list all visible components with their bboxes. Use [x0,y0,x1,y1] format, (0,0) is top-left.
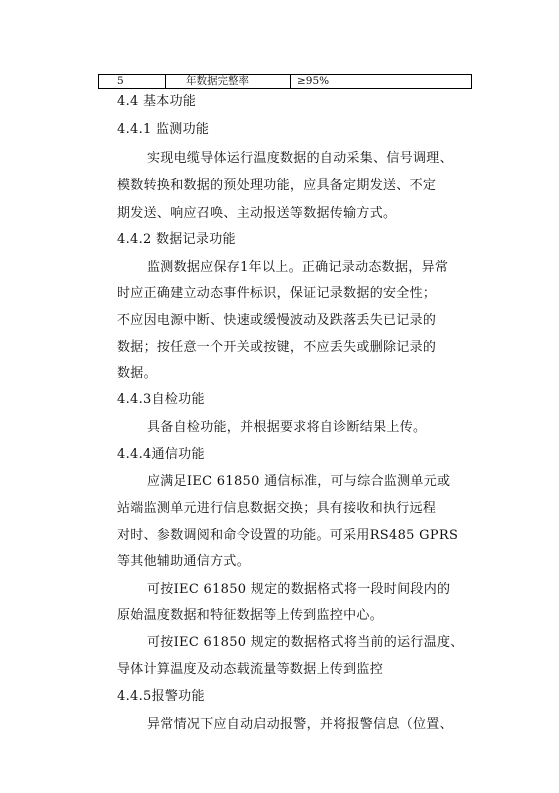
subsection-heading: 4.4.2 数据记录功能 [117,232,236,247]
paragraph-line: 等其他辅助通信方式。 [117,554,251,569]
paragraph-line: 数据。 [117,366,157,381]
paragraph-line: 模数转换和数据的预处理功能，应具备定期发送、不定 [117,178,437,193]
paragraph-line: 异常情况下应自动启动报警，并将报警信息（位置、 [147,717,453,732]
subsection-heading: 4.4.5报警功能 [117,689,205,704]
data-table [98,74,472,89]
paragraph-line: 实现电缆导体运行温度数据的自动采集、信号调理、 [147,151,453,166]
paragraph-line: 站端监测单元进行信息数据交换；具有接收和执行远程 [117,501,437,516]
paragraph-line: 数据；按任意一个开关或按键，不应丢失或删除记录的 [117,340,437,355]
table-cell: ≥95% [291,75,472,89]
paragraph-line: 可按IEC 61850 规定的数据格式将一段时间段内的 [147,582,451,597]
paragraph-line: 应满足IEC 61850 通信标准，可与综合监测单元或 [147,474,451,489]
table-cell: 5 [99,75,166,89]
paragraph-line: 监测数据应保存1年以上。正确记录动态数据，异常 [147,260,449,275]
subsection-heading: 4.4.1 监测功能 [117,122,210,137]
subsection-heading: 4.4.3自检功能 [117,392,205,407]
subsection-heading: 4.4.4通信功能 [117,447,205,462]
paragraph-line: 原始温度数据和特征数据等上传到监控中心。 [117,608,384,623]
paragraph-line: 时应正确建立动态事件标识，保证记录数据的安全性； [117,286,437,301]
paragraph-line: 对时、参数调阅和命令设置的功能。可采用RS485 GPRS [117,528,459,543]
paragraph-line: 不应因电源中断、快速或缓慢波动及跌落丢失已记录的 [117,313,437,328]
paragraph-line: 导体计算温度及动态载流量等数据上传到监控 [117,662,384,677]
section-heading: 4.4 基本功能 [117,94,197,109]
paragraph-line: 可按IEC 61850 规定的数据格式将当前的运行温度、 [147,635,464,650]
paragraph-line: 具备自检功能，并根据要求将自诊断结果上传。 [147,420,427,435]
paragraph-line: 期发送、响应召唤、主动报送等数据传输方式。 [117,206,397,221]
table-cell: 年数据完整率 [166,75,291,89]
table-row [99,75,472,89]
